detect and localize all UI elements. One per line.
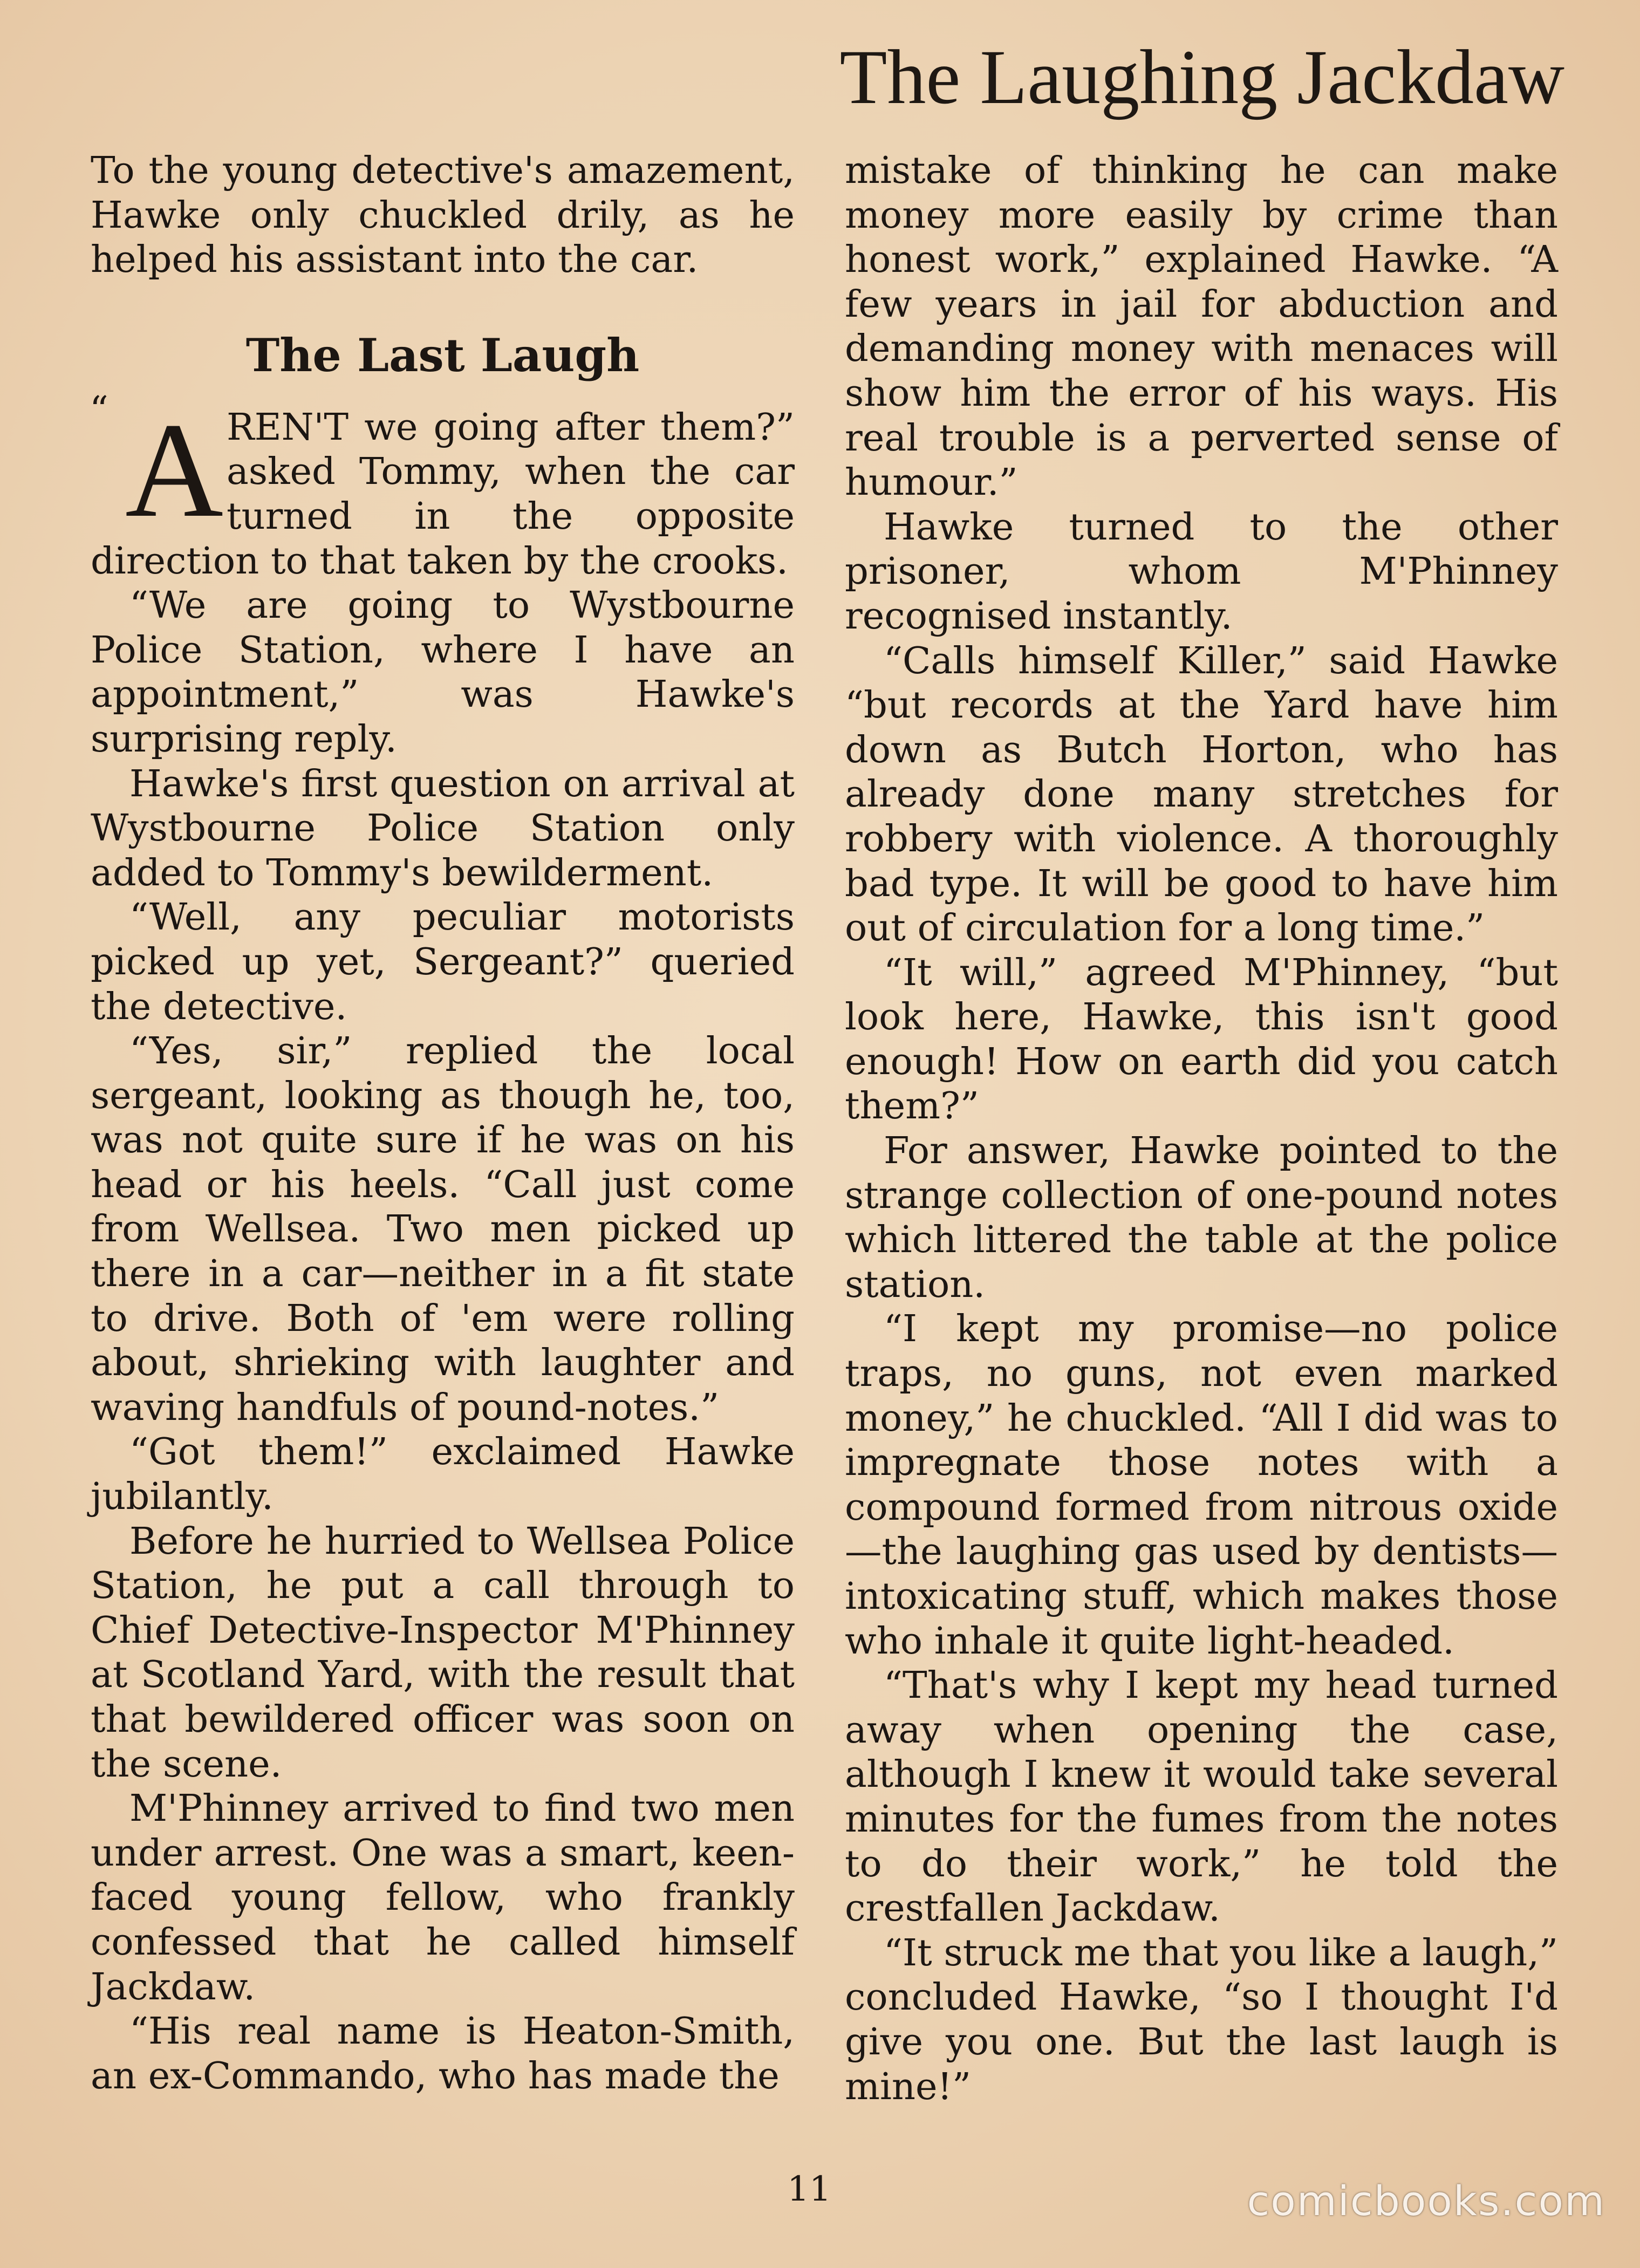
site-watermark: comicbooks.com: [1247, 2177, 1605, 2225]
continuation-paragraph: mistake of thinking he can make money more easily by crime than honest work,” explained Hawke. “A few years in jail for abduction and demanding money with menaces will show him the error of his ways. His real trouble is a perverted sense of humour.”: [845, 149, 1558, 504]
body-paragraph: “His real name is Heaton-Smith, an ex-Commando, who has made the: [91, 2010, 795, 2098]
body-paragraph: Hawke's first question on arrival at Wystbourne Police Station only added to Tommy's bewilderment.: [91, 762, 795, 894]
left-text-column: [91, 148, 795, 2098]
body-paragraph: “Calls himself Killer,” said Hawke “but records at the Yard have him down as Butch Horton, who has already done many stretches for robbery with violence. A thoroughly bad type. It will be good to have him out of circulation for a long time.”: [845, 639, 1558, 950]
body-paragraph: Hawke turned to the other prisoner, whom M'Phinney recognised instantly.: [845, 505, 1558, 638]
body-paragraph: For answer, Hawke pointed to the strange collection of one-pound notes which littered the table at the police station.: [845, 1129, 1558, 1306]
body-paragraph: M'Phinney arrived to find two men under arrest. One was a smart, keen-faced young fellow, who frankly confessed that he called himself Jackdaw.: [91, 1787, 795, 2009]
body-paragraph: “Yes, sir,” replied the local sergeant, looking as though he, too, was not quite sure if he was on his head or his heels. “Call just come from Wellsea. Two men picked up there in a car—neither in a fit state to drive. Both of 'em were rolling about, shrieking with laughter and waving handfuls of pound-notes.”: [91, 1029, 795, 1429]
section-heading: The Last Laugh: [245, 328, 640, 382]
body-paragraph: “That's why I kept my head turned away when opening the case, although I knew it would take several minutes for the fumes from the notes to do their work,” he told the crestfallen Jackdaw.: [845, 1664, 1558, 1930]
page-header-title: The Laughing Jackdaw: [839, 35, 1564, 120]
body-paragraph: “I kept my promise—no police traps, no guns, not even marked money,” he chuckled. “All I did was to impregnate those notes with a compound formed from nitrous oxide—the laughing gas used by dentists—intoxicating stuff, which makes those who inhale it quite light-headed.: [845, 1307, 1558, 1663]
intro-paragraph: To the young detective's amazement, Hawke only chuckled drily, as he helped his assistant into the car.: [91, 149, 795, 282]
right-text-column: [845, 148, 1558, 2109]
drop-cap-paragraph: [90, 388, 795, 583]
body-paragraph: “It will,” agreed M'Phinney, “but look here, Hawke, this isn't good enough! How on earth did you catch them?”: [845, 951, 1558, 1128]
drop-cap-paragraph-text: REN'T we going after them?” asked Tommy, when the car turned in the opposite direction to that taken by the crooks.: [91, 405, 795, 583]
body-paragraph: Before he hurried to Wellsea Police Station, he put a call through to Chief Detective-Inspector M'Phinney at Scotland Yard, with the result that that bewildered officer was soon on the scene.: [91, 1519, 795, 1786]
body-paragraph: “Well, any peculiar motorists picked up yet, Sergeant?” queried the detective.: [91, 896, 795, 1028]
drop-cap-letter: A: [125, 394, 223, 545]
page-number: 11: [787, 2169, 831, 2209]
drop-cap-quote: “: [90, 388, 108, 432]
body-paragraph: “Got them!” exclaimed Hawke jubilantly.: [91, 1430, 795, 1519]
body-paragraph: “It struck me that you like a laugh,” concluded Hawke, “so I thought I'd give you one. But the last laugh is mine!”: [845, 1931, 1558, 2108]
body-paragraph: “We are going to Wystbourne Police Station, where I have an appointment,” was Hawke's surprising reply.: [91, 584, 795, 761]
drop-cap-block: [90, 388, 223, 545]
